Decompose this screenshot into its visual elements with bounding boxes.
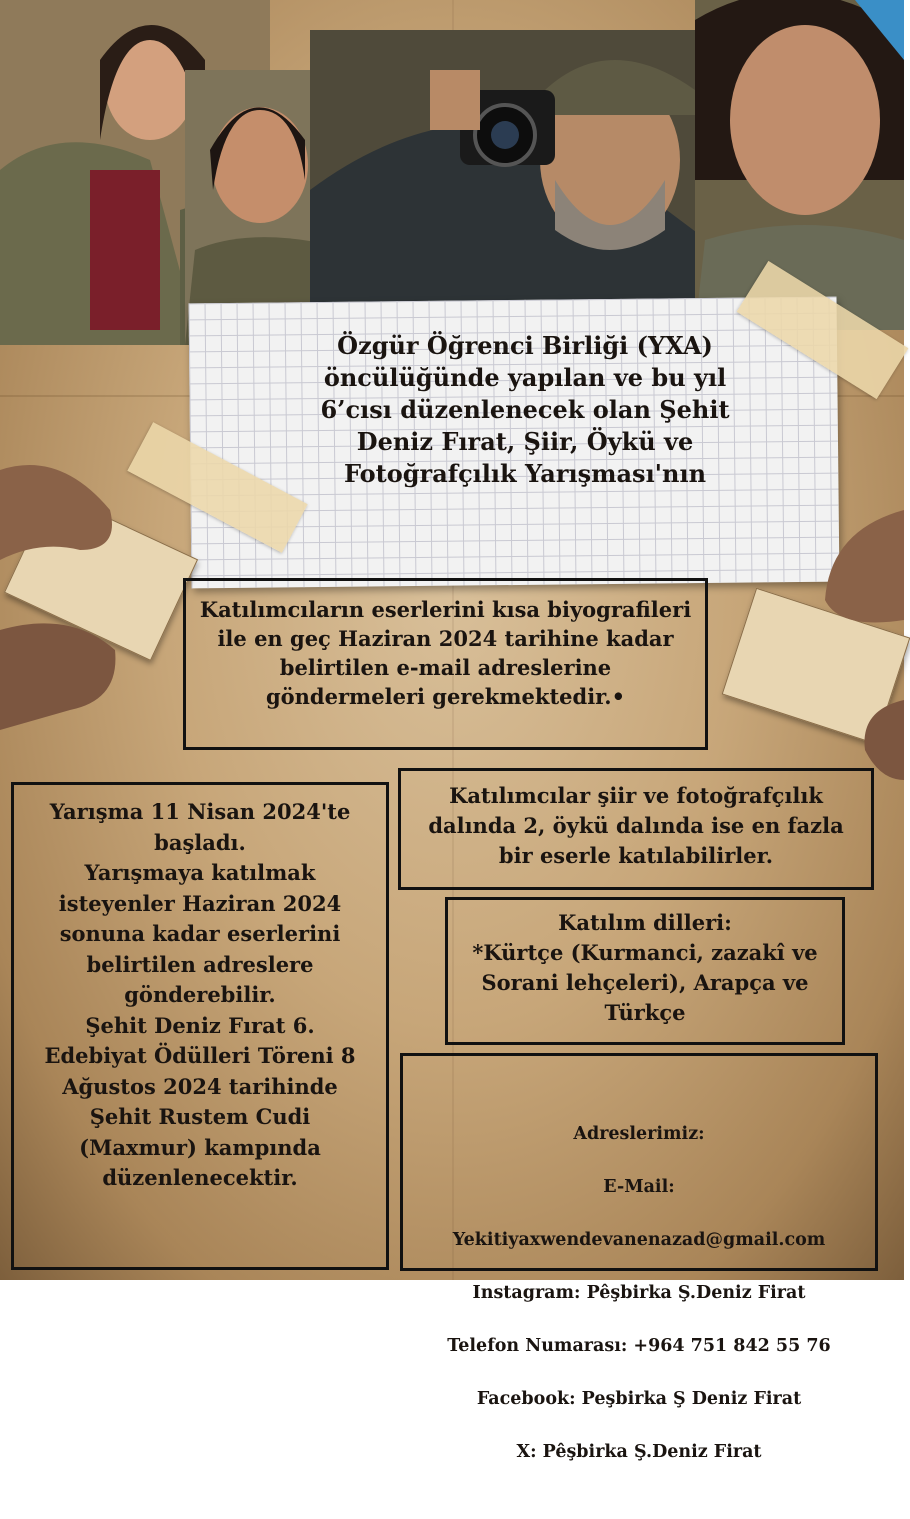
languages-info-box: Katılım dilleri: *Kürtçe (Kurmanci, zazakî ve Sorani lehçeleri), Arapça ve Türkçe	[445, 897, 845, 1045]
x-handle: X: Pêşbirka Ş.Deniz Firat	[516, 1442, 762, 1462]
entries-info-box: Katılımcılar şiir ve fotoğrafçılık dalında 2, öykü dalında ise en fazla bir eserle katılabilirler.	[398, 768, 874, 890]
hands-left	[0, 450, 120, 740]
timeline-info-box: Yarışma 11 Nisan 2024'te başladı. Yarışmaya katılmak isteyenler Haziran 2024 sonuna kadar eserlerini belirtilen adreslere gönderebilir. Şehit Deniz Fırat 6. Edebiyat Ödülleri Töreni 8 Ağustos 2024 tarihinde Şehit Rustem Cudi (Maxmur) kampında düzenlenecektir.	[11, 782, 389, 1270]
instagram-handle: Instagram: Pêşbirka Ş.Deniz Firat	[472, 1283, 806, 1303]
phone-number: Telefon Numarası: +964 751 842 55 76	[447, 1336, 831, 1356]
facebook-handle: Facebook: Peşbirka Ş Deniz Firat	[476, 1389, 802, 1409]
page-title: Özgür Öğrenci Birliği (YXA) öncülüğünde yapılan ve bu yıl 6’cısı düzenlenecek olan Şehit Deniz Fırat, Şiir, Öykü ve Fotoğrafçılık Yarışması'nın	[320, 331, 730, 488]
email-address[interactable]: Yekitiyaxwendevanenazad@gmail.com	[452, 1230, 826, 1250]
contact-heading: Adreslerimiz:	[573, 1124, 705, 1144]
contact-box	[400, 1053, 878, 1462]
submission-info-box: Katılımcıların eserlerini kısa biyografileri ile en geç Haziran 2024 tarihine kadar belirtilen e-mail adreslerine göndermeleri gerekmektedir.•	[183, 578, 708, 750]
hands-right	[810, 500, 904, 790]
email-label: E-Mail:	[603, 1177, 675, 1197]
